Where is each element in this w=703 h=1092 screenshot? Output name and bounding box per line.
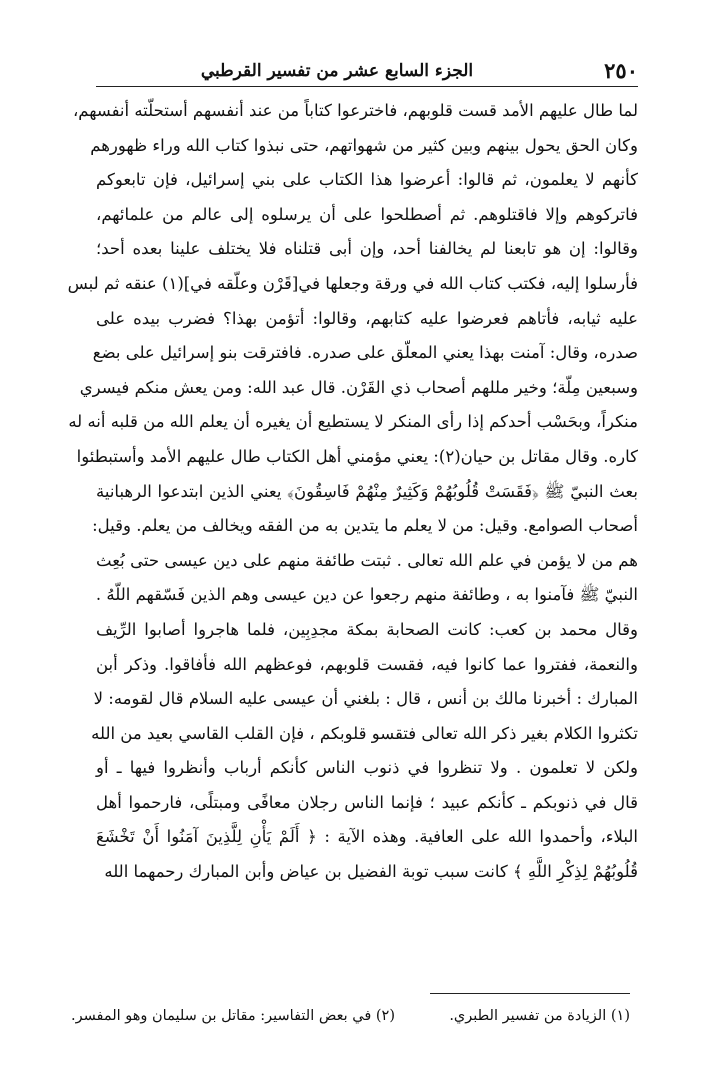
footnote-rule (430, 993, 630, 994)
text-line: فأرسلوا إليه، فكتب كتاب الله في ورقة وجعلها في[قَرْن وعلّقه في](١) عنقه ثم لبس (67, 273, 638, 293)
body-text (67, 94, 638, 890)
text-line: وقالوا: إن هو تابعنا لم يخالفنا أحد، وإن أبى قتلناه فلا يختلف علينا بعده أحد؛ (96, 239, 638, 259)
text-line: فاتركوهم وإلا فاقتلوهم. ثم أصطلحوا على أن يرسلوه إلى عالم من علمائهم، (96, 204, 638, 224)
text-line: البلاء، وأحمدوا الله على العافية. وهذه الآية : ﴿ أَلَمْ يَأْنِ لِلَّذِينَ آمَنُوا أَنْ تَخْشَعَ (96, 827, 638, 847)
text-line: كأنهم لا يعلمون، ثم قالوا: أعرضوا هذا الكتاب على بني إسرائيل، فإن تابعوكم (96, 170, 638, 190)
text-line: بعث النبيّ ﷺ ﴿فَقَسَتْ قُلُوبُهُمْ وَكَثِيرٌ مِنْهُمْ فَاسِقُونَ﴾ يعني الذين ابتدعوا الرهبانية (96, 481, 638, 501)
page-header (96, 58, 638, 88)
text-line: والنعمة، ففتروا عما كانوا فيه، فقست قلوبهم، فوعظهم الله فأفاقوا. وذكر أبن (96, 654, 638, 674)
text-line: أصحاب الصوامع. وقيل: من لا يعلم ما يتدين به من الفقه ويخالف من يعلم. وقيل: (92, 516, 638, 536)
text-line: وسبعين مِلّة؛ وخير مللهم أصحاب ذي القَرْن. قال عبد الله: ومن يعش منكم فيسري (79, 377, 638, 397)
text-line: قال في ذنوبكم ـ كأنكم عبيد ؛ فإنما الناس رجلان معافًى ومبتلًى، فارحموا أهل (96, 792, 638, 812)
text-line: النبيّ ﷺ فآمنوا به ، وطائفة منهم رجعوا عن دين عيسى وهم الذين فَسّقهم اللّهُ . (95, 585, 638, 605)
text-line: صدره، وقال: آمنت بهذا يعني المعلّق على صدره. فافترقت بنو إسرائيل على بضع (92, 343, 638, 363)
text-line: لما طال عليهم الأمد قست قلوبهم، فاخترعوا كتاباً من عند أنفسهم أستحلّته أنفسهم، (72, 101, 638, 120)
text-line: تكثروا الكلام بغير ذكر الله تعالى فتقسو قلوبكم ، فإن القلب القاسي بعيد من الله (91, 723, 638, 743)
footnote-2: (٢) في بعض التفاسير: مقاتل بن سليمان وهو المفسر. (70, 1008, 395, 1024)
text-line: المبارك : أخبرنا مالك بن أنس ، قال : بلغني أن عيسى عليه السلام قال لقومه: لا (93, 689, 638, 709)
text-line: هم من لا يؤمن في علم الله تعالى . ثبتت طائفة منهم على دين عيسى حتى بُعِث (96, 550, 638, 570)
footnote-1: (١) الزيادة من تفسير الطبري. (449, 1008, 630, 1024)
text-line: وقال محمد بن كعب: كانت الصحابة بمكة مجدِبِين، فلما هاجروا أصابوا الرِّيف (96, 619, 638, 639)
page-number: ٢٥٠ (604, 58, 638, 83)
text-line: وكان الحق يحول بينهم وبين كثير من شهواتهم، حتى نبذوا كتاب الله وراء ظهورهم (90, 135, 638, 155)
text-line: كاره. وقال مقاتل بن حيان(٢): يعني مؤمني أهل الكتاب طال عليهم الأمد وأستبطئوا (76, 446, 638, 466)
running-title: الجزء السابع عشر من تفسير القرطبي (200, 61, 474, 81)
text-line: ولكن لا تعلمون . ولا تنظروا في ذنوب الناس كأنكم أرباب وأنظروا فيها ـ أو (96, 758, 638, 778)
header-rule (96, 86, 638, 87)
text-line: قُلُوبُهُمْ لِذِكْرِ اللَّهِ ﴾ كانت سبب توبة الفضيل بن عياض وأبن المبارك رحمهما الله (104, 862, 638, 882)
text-line: عليه ثيابه، فأتاهم فعرضوا عليه كتابهم، وقالوا: أتؤمن بهذا؟ فضرب بيده على (96, 308, 638, 328)
text-line: منكراً، وبحَسْب أحدكم إذا رأى المنكر لا يستطيع أن يغيره أن يعلم الله من قلبه أنه له (68, 412, 638, 432)
